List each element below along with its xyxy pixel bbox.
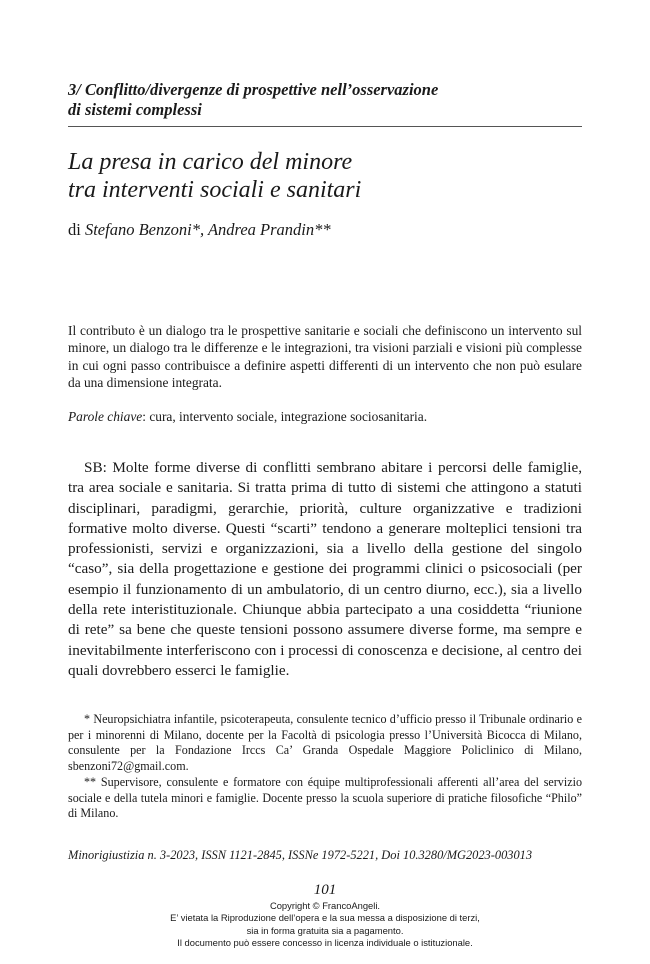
article-title [68, 148, 582, 204]
copyright-line3: sia in forma gratuita sia a pagamento. [246, 924, 404, 936]
copyright-line1: Copyright © FrancoAngeli. [269, 900, 381, 911]
abstract: Il contributo è un dialogo tra le prospettive sanitarie e sociali che definiscono un intervento sul minore, un dialogo tra le differenze e le integrazioni, tra visioni parziali e visioni più complesse in cui ogni passo contribuisce a definire aspetti differenti di un intervento che non può esulare da una dimensione integrata. [68, 323, 582, 390]
authors [68, 220, 582, 240]
copyright-notice [0, 900, 650, 949]
journal-citation: Minorigiustizia n. 3-2023, ISSN 1121-2845, ISSNe 1972-5221, Doi 10.3280/MG2023-003013 [68, 848, 533, 862]
footnotes [68, 712, 582, 822]
keywords-text: : cura, intervento sociale, integrazione sociosanitaria. [142, 409, 428, 424]
section-heading-line2: di sistemi complessi [68, 100, 202, 119]
article-title-line2: tra interventi sociali e sanitari [68, 177, 362, 203]
keywords-label: Parole chiave [68, 409, 143, 424]
footnote-1: * Neuropsichiatra infantile, psicoterapeuta, consulente tecnico d’ufficio presso il Tribunale ordinario e per i minorenni di Milano, docente per la Facoltà di psicologia presso l’Università Bicocca di Milano, consulente per la Fondazione Irccs Ca’ Granda Ospedale Maggiore Policlinico di Milano, sbenzoni72@gmail.com. [68, 712, 582, 774]
body-paragraph: SB: Molte forme diverse di conflitti sembrano abitare i percorsi delle famiglie, tra area sociale e sanitaria. Si tratta prima di tutto di sistemi che attingono a statuti disciplinari, paradigmi, gerarchie, priorità, culture organizzative e tradizioni formative molto diverse. Questi “scarti” tendono a generare molteplici tensioni tra professionisti, servizi e organizzazioni, sia a livello della gestione del singolo “caso”, sia della progettazione e gestione dei programmi clinici o psicosociali (per esempio il funzionamento di un ambulatorio, di un centro diurno, ecc.), sia a livello della rete interistituzionale. Chiunque abbia partecipato a una cosiddetta “riunione di rete” sa bene che queste tensioni possono assumere diverse forme, ma sempre e inevitabilmente interferiscono con i processi di conoscenza e decisione, al centro dei quali dovrebbero esserci le famiglie. [68, 459, 582, 679]
section-heading-line1: 3/ Conflitto/divergenze di prospettive nell’osservazione [68, 80, 439, 99]
keywords [68, 408, 582, 425]
page-number: 101 [313, 882, 337, 898]
author-names: Stefano Benzoni*, Andrea Prandin** [84, 220, 331, 239]
article-title-line1: La presa in carico del minore [68, 149, 353, 175]
section-heading [68, 80, 582, 127]
copyright-line4: Il documento può essere concesso in licenza individuale o istituzionale. [177, 936, 473, 948]
copyright-line2: E’ vietata la Riproduzione dell’opera e la sua messa a disposizione di terzi, [170, 912, 480, 924]
footnote-2: ** Supervisore, consulente e formatore con équipe multiprofessionali afferenti all’area del servizio sociale e della tutela minori e famiglie. Docente presso la scuola superiore di pratiche filosofiche “Philo” di Milano. [68, 774, 582, 821]
authors-prefix: di [68, 220, 85, 239]
